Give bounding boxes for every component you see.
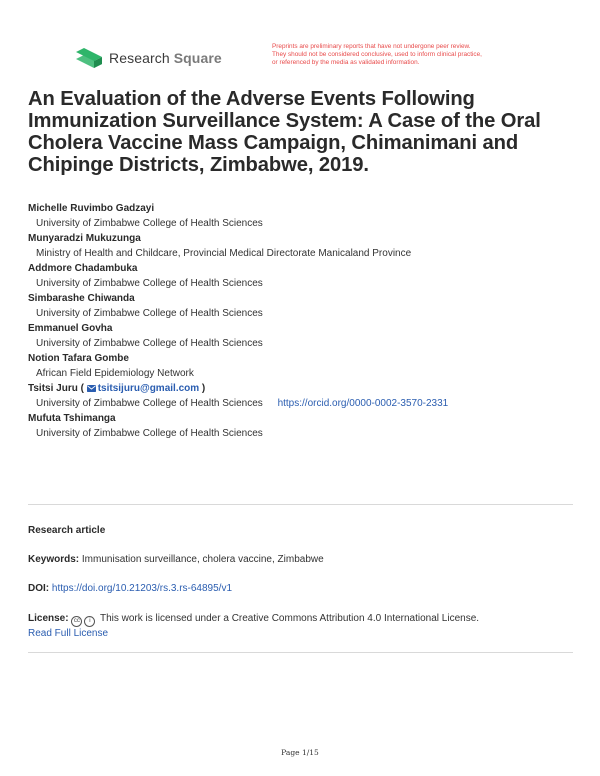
article-type-label: Research article — [28, 525, 106, 536]
author-name: Notion Tafara Gombe — [28, 353, 129, 364]
disclaimer-line: or referenced by the media as validated information. — [272, 59, 420, 66]
author-affiliation: University of Zimbabwe College of Health Sciences — [36, 218, 263, 229]
author-list — [28, 202, 588, 442]
page-number: Page 1/15 — [281, 748, 319, 757]
license-text: This work is licensed under a Creative Commons Attribution 4.0 International License. — [99, 613, 480, 624]
doi-link[interactable]: https://doi.org/10.21203/rs.3.rs-64895/v1 — [51, 583, 233, 594]
author-entry — [28, 382, 588, 410]
author-affiliation: University of Zimbabwe College of Health Sciences — [36, 338, 263, 349]
author-name: Michelle Ruvimbo Gadzayi — [28, 203, 155, 214]
section-divider — [28, 652, 573, 653]
disclaimer-line: They should not be considered conclusive, used to inform clinical practice, — [272, 51, 482, 58]
author-name: Simbarashe Chiwanda — [28, 293, 135, 304]
keywords-label: Keywords: — [28, 554, 80, 565]
logo-brand: Research — [109, 50, 170, 66]
logo-brand-square: Square — [173, 50, 222, 66]
author-name — [28, 382, 588, 395]
envelope-icon — [87, 385, 96, 392]
keywords-line — [28, 553, 588, 566]
author-entry — [28, 322, 588, 350]
author-entry — [28, 262, 588, 290]
author-entry — [28, 232, 588, 260]
author-entry — [28, 292, 588, 320]
author-email-link[interactable] — [87, 383, 199, 394]
author-affiliation: University of Zimbabwe College of Health Sciences — [36, 308, 263, 319]
creative-commons-icon: cc — [71, 616, 82, 627]
author-entry — [28, 202, 588, 230]
research-square-logo-icon — [76, 48, 102, 68]
author-affiliation: Ministry of Health and Childcare, Provincial Medical Directorate Manicaland Province — [36, 248, 412, 259]
license-line — [28, 612, 588, 640]
author-name: Emmanuel Govha — [28, 323, 113, 334]
author-name-text: Tsitsi Juru — [28, 383, 78, 394]
preprint-disclaimer — [272, 43, 542, 67]
author-entry — [28, 412, 588, 440]
author-affiliation: University of Zimbabwe College of Health Sciences — [36, 278, 263, 289]
author-affiliation — [28, 397, 588, 410]
author-name: Munyaradzi Mukuzunga — [28, 233, 141, 244]
doi-line — [28, 582, 588, 595]
author-entry — [28, 352, 588, 380]
keywords-value: Immunisation surveillance, cholera vaccine, Zimbabwe — [81, 554, 324, 565]
attribution-icon: i — [84, 616, 95, 627]
author-affiliation: University of Zimbabwe College of Health Sciences — [36, 428, 263, 439]
disclaimer-line: Preprints are preliminary reports that have not undergone peer review. — [272, 43, 471, 50]
author-affiliation: African Field Epidemiology Network — [36, 368, 194, 379]
section-divider — [28, 504, 573, 505]
paper-title: An Evaluation of the Adverse Events Following Immunization Surveillance System: A Case of the Oral Cholera Vaccine Mass Campaign, Chimanimani and Chipinge Districts, Zimbabwe, 2019. — [28, 88, 541, 176]
author-email: tsitsijuru@gmail.com — [97, 383, 200, 394]
header — [0, 0, 600, 80]
author-affiliation-text: University of Zimbabwe College of Health Sciences — [36, 398, 263, 409]
orcid-link[interactable]: https://orcid.org/0000-0002-3570-2331 — [277, 398, 449, 409]
email-group: ( tsitsijuru@gmail.com ) — [80, 383, 206, 394]
author-name: Mufuta Tshimanga — [28, 413, 116, 424]
article-type — [28, 524, 588, 537]
read-full-license-link[interactable]: Read Full License — [28, 628, 109, 639]
author-name: Addmore Chadambuka — [28, 263, 138, 274]
research-square-logo[interactable] — [76, 48, 222, 68]
license-label: License: — [28, 613, 69, 624]
doi-label: DOI: — [28, 583, 50, 594]
logo-text — [109, 50, 222, 66]
